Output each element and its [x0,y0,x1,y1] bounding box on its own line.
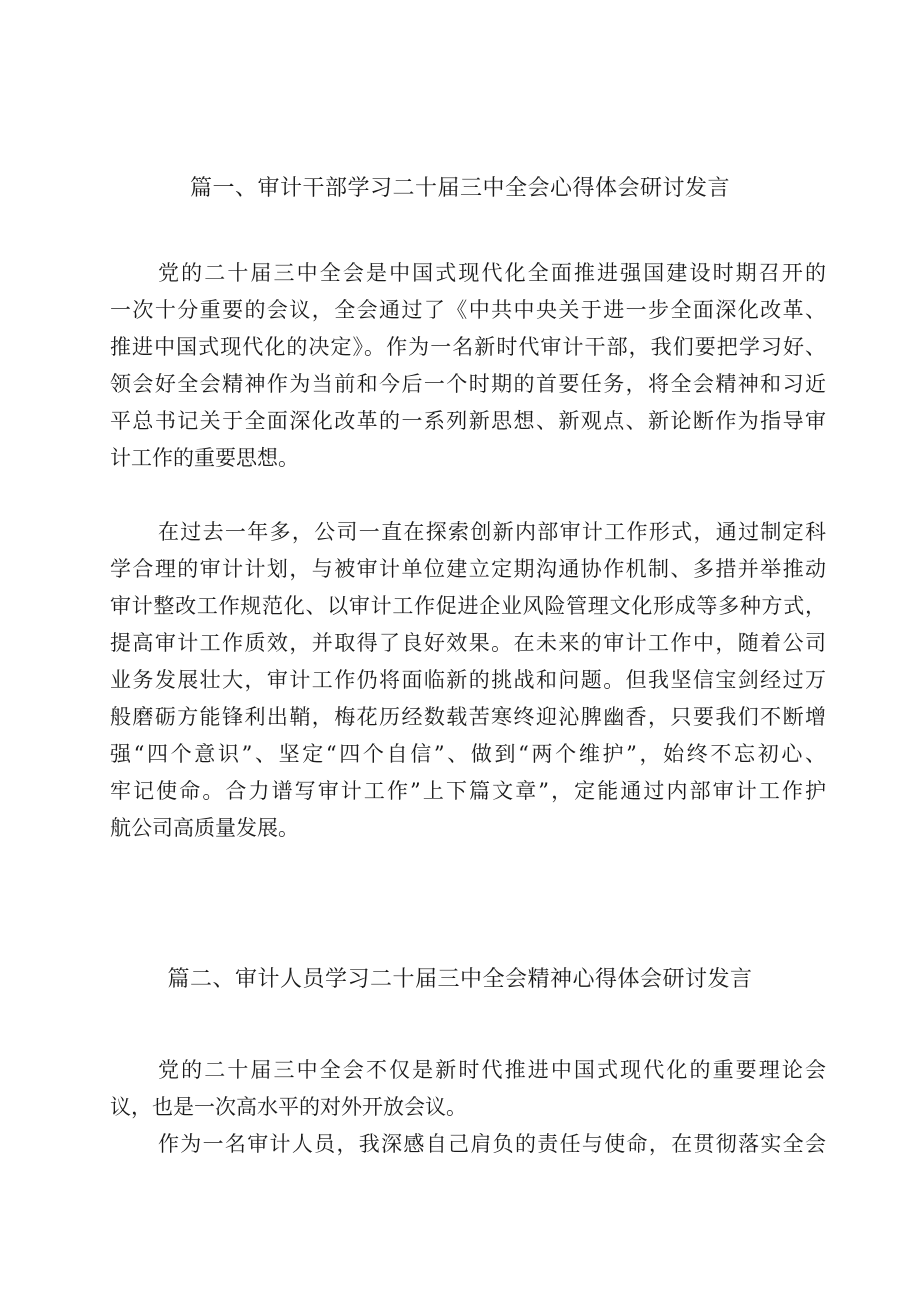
text-line: 作为一名审计人员，我深感自己肩负的责任与使命，在贯彻落实全会 [158,1132,826,1156]
text-line: 强“四个意识”、坚定“四个自信”、做到“两个维护”，始终不忘初心、 [110,742,826,766]
section-2-paragraph-1 [110,1052,826,1126]
text-line: 推进中国式现代化的决定》。作为一名新时代审计干部，我们要把学习好、 [110,335,826,359]
section-1-paragraph-1 [110,255,826,477]
text-line: 提高审计工作质效，并取得了良好效果。在未来的审计工作中，随着公司 [110,631,826,655]
text-line: 计工作的重要思想。 [110,446,299,470]
text-line: 平总书记关于全面深化改革的一系列新思想、新观点、新论断作为指导审 [110,409,826,433]
text-line: 在过去一年多，公司一直在探索创新内部审计工作形式，通过制定科 [158,520,826,544]
text-line: 牢记使命。合力谱写审计工作”上下篇文章”，定能通过内部审计工作护 [110,779,826,803]
text-line: 航公司高质量发展。 [110,816,299,840]
section-2-paragraph-2 [110,1126,826,1163]
section-2-title: 篇二、审计人员学习二十届三中全会精神心得体会研讨发言 [167,967,753,992]
text-line: 业务发展壮大，审计工作仍将面临新的挑战和问题。但我坚信宝剑经过万 [110,668,826,692]
text-line: 学合理的审计计划，与被审计单位建立定期沟通协作机制、多措并举推动 [110,557,826,581]
text-line: 党的二十届三中全会不仅是新时代推进中国式现代化的重要理论会 [158,1058,826,1082]
text-line: 一次十分重要的会议，全会通过了《中共中央关于进一步全面深化改革、 [110,298,826,322]
text-line: 领会好全会精神作为当前和今后一个时期的首要任务，将全会精神和习近 [110,372,826,396]
text-line: 审计整改工作规范化、以审计工作促进企业风险管理文化形成等多种方式， [110,594,826,618]
text-line: 党的二十届三中全会是中国式现代化全面推进强国建设时期召开的 [158,261,826,285]
text-line: 般磨砺方能锋利出鞘，梅花历经数载苦寒终迎沁脾幽香，只要我们不断增 [110,705,826,729]
section-1-title: 篇一、审计干部学习二十届三中全会心得体会研讨发言 [189,176,730,201]
text-line: 议，也是一次高水平的对外开放会议。 [110,1095,467,1119]
section-1-paragraph-2 [110,514,826,847]
